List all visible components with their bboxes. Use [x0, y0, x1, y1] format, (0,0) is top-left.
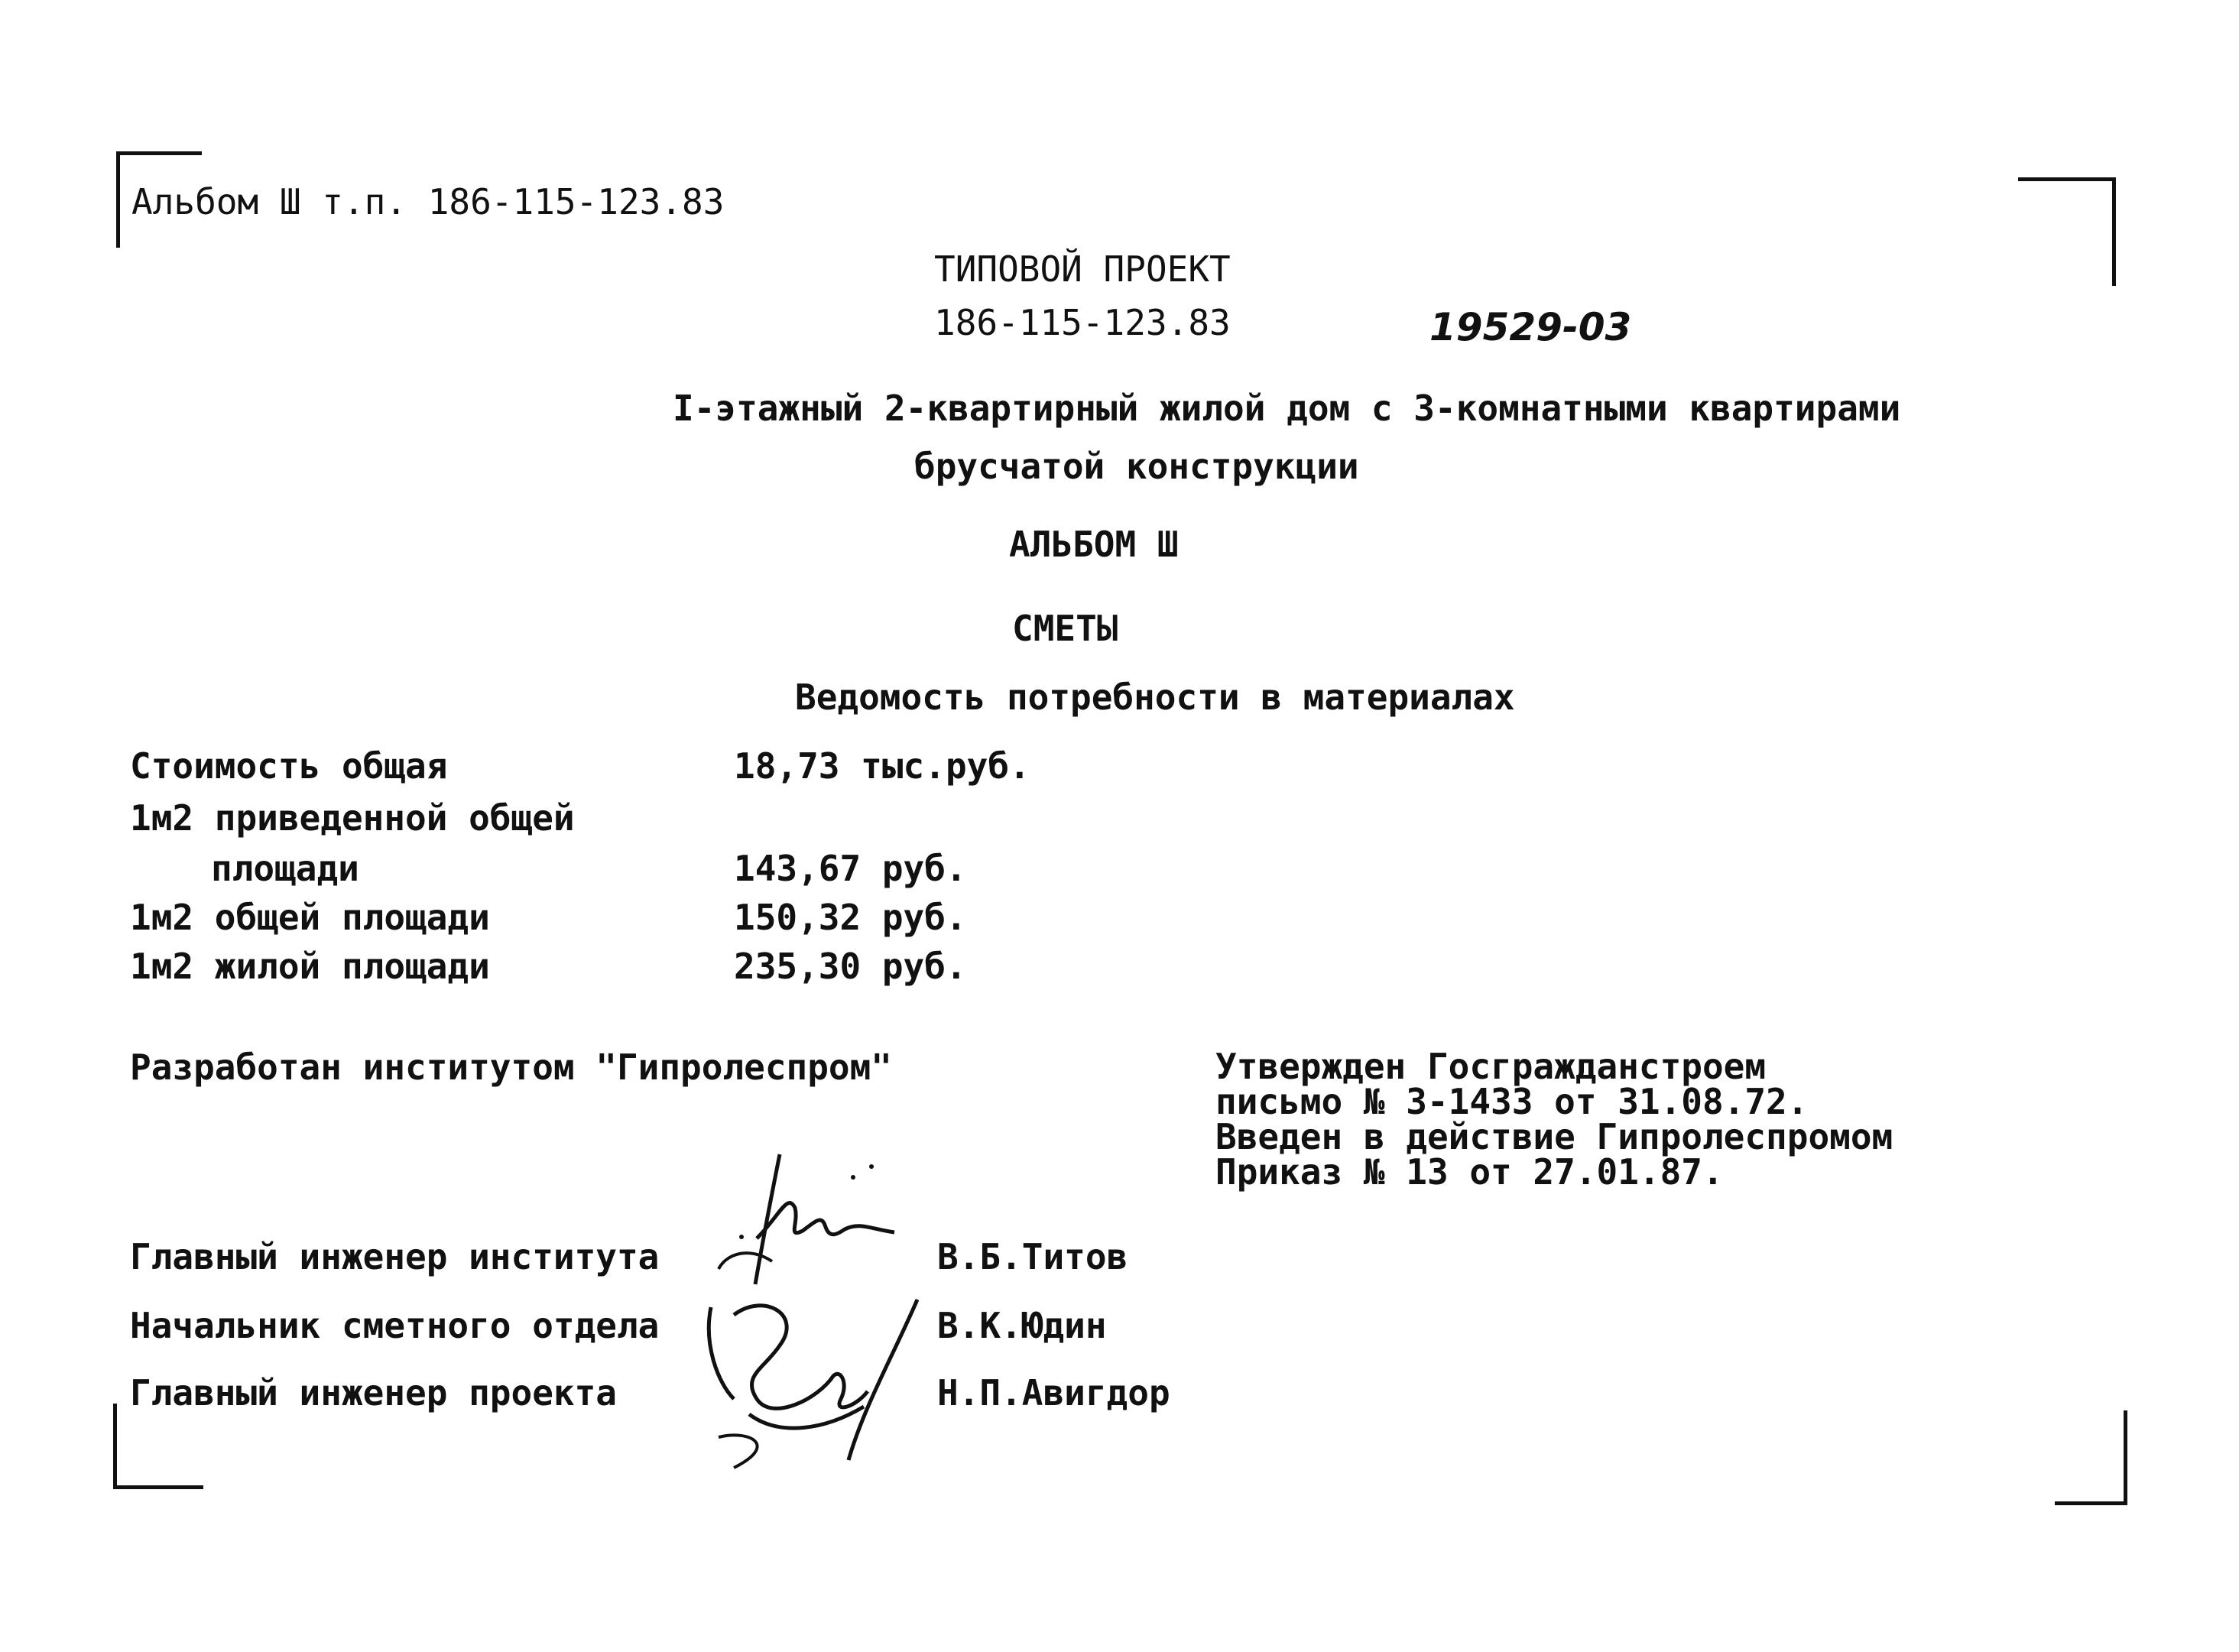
signatory-name-estimates-head: В.К.Юдин [937, 1305, 1107, 1346]
inventory-number: 19529-03 [1429, 305, 1632, 349]
cost-value-total: 18,73 тыс.руб. [734, 745, 1030, 787]
title-line-1: I-этажный 2-квартирный жилой дом с 3-комнатными квартирами [673, 388, 1901, 429]
developer-line: Разработан институтом "Гипролеспром" [130, 1047, 892, 1088]
cost-value-living-area: 235,30 руб. [734, 946, 967, 987]
approval-line-3: Введен в действие Гипролеспромом [1215, 1116, 1893, 1157]
corner-mark-bottom-right-h [2055, 1501, 2127, 1505]
cost-value-reduced-area: 143,67 руб. [734, 848, 967, 889]
corner-mark-top-right-h [2018, 177, 2116, 181]
title-line-2: брусчатой конструкции [914, 446, 1359, 487]
cost-label-total: Стоимость общая [130, 745, 448, 787]
cost-label-living-area: 1м2 жилой площади [130, 946, 490, 987]
project-type: ТИПОВОЙ ПРОЕКТ [934, 248, 1231, 290]
project-number: 186-115-123.83 [934, 302, 1231, 343]
approval-line-1: Утвержден Госгражданстроем [1215, 1046, 1767, 1087]
approval-line-2: письмо № 3-1433 от 31.08.72. [1215, 1081, 1809, 1122]
corner-mark-top-left-v [116, 151, 120, 248]
album-reference: Альбом Ш т.п. 186-115-123.83 [131, 181, 725, 222]
corner-mark-top-left-h [116, 151, 202, 155]
corner-mark-bottom-right-v [2124, 1410, 2127, 1505]
corner-mark-bottom-left-v [113, 1404, 117, 1489]
signatory-name-chief-engineer: В.Б.Титов [937, 1236, 1128, 1277]
signatory-role-estimates-head: Начальник сметного отдела [130, 1305, 660, 1346]
cost-value-total-area: 150,32 руб. [734, 897, 967, 938]
signatory-name-project-engineer: Н.П.Авигдор [937, 1372, 1170, 1413]
cost-label-reduced-area-2: площади [211, 848, 359, 889]
subsection-title: Ведомость потребности в материалах [795, 677, 1515, 718]
approval-line-4: Приказ № 13 от 27.01.87. [1215, 1151, 1724, 1193]
corner-mark-top-right-v [2112, 177, 2116, 286]
signature-titov [673, 1147, 917, 1300]
cost-label-total-area: 1м2 общей площади [130, 897, 490, 938]
section-title: СМЕТЫ [1012, 608, 1118, 649]
corner-mark-bottom-left-h [113, 1485, 203, 1489]
album-title: АЛЬБОМ Ш [1009, 524, 1179, 565]
signature-yudin [688, 1284, 940, 1475]
cost-label-reduced-area-1: 1м2 приведенной общей [130, 797, 575, 839]
signatory-role-chief-engineer: Главный инженер института [130, 1236, 660, 1277]
signatory-role-project-engineer: Главный инженер проекта [130, 1372, 617, 1413]
